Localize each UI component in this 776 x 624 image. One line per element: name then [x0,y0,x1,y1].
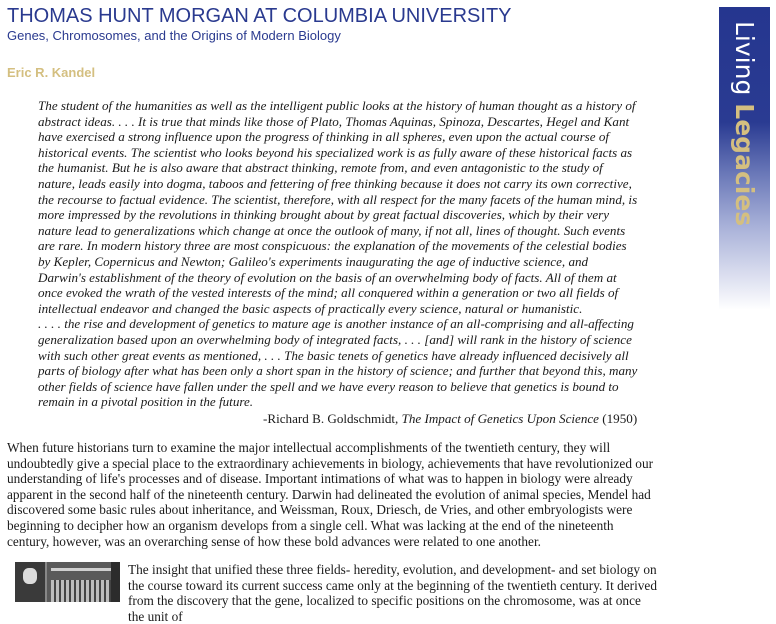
attribution-work: The Impact of Genetics Upon Science [401,411,599,426]
banner-word-living: Living [730,21,759,96]
attribution-author: -Richard B. Goldschmidt, [263,411,402,426]
body-paragraph: The insight that unified these three fields- heredity, evolution, and development- and set biology on the course toward its current success came only at the beginning of the twentieth century. It derived from the discovery that the gene, localized to specific positions on the chromosome, was at once the unit of [128,562,657,624]
epigraph-paragraph: . . . . the rise and development of genetics to mature age is another instance of an all-comprising and all-affecting generalization based upon an overwhelming body of integrated facts, . . . [and] will rank in the history of science with such other great events as mentioned, . . . The basic tenets of genetics have already influenced decisively all parts of biology after what has been only a short span in the history of science; and further that beyond this, many other fields of science have fallen under the spell and we have every reason to believe that genetics is bound to remain in a pivotal position in the future. [38,316,638,410]
attribution-year: (1950) [599,411,638,426]
epigraph-paragraph: The student of the humanities as well as the intelligent public looks at the history of human thought as a history of abstract ideas. . . . It is true that minds like those of Plato, Thomas Aquinas, Spinoza, Descartes, Hegel and Kant have exercised a strong influence upon the progress of thinking in all spheres, even upon the actual course of historical events. The scientist who looks beyond his specialized work is as fully aware of these historical facts as the humanist. But he is also aware that abstract thinking, remote from, and even antagonistic to the study of nature, leads easily into dogma, taboos and fettering of free thinking because it does not carry its own corrective, the recourse to factual evidence. The scientist, therefore, with all respect for the many facets of the human mind, is more impressed by the revolutions in thinking brought about by great factual discoveries, which by their very nature lead to generalizations which change at once the outlook of many, if not all, lines of thought. Such events are rare. In modern history three are most conspicuous: the explanation of the movements of the celestial bodies by Kepler, Copernicus and Newton; Galileo's experiments inaugurating the age of inductive science, and Darwin's establishment of the theory of evolution on the basis of an overwhelming body of facts. All of them at once evoked the wrath of the vested interests of the mind; all conquered within a generation or two all fields of intellectual endeavor and changed the basic aspects of practically every science, natural or humanistic. [38,98,638,316]
photo-edge [111,562,120,602]
photo-bottles [51,580,113,602]
living-legacies-banner[interactable] [719,7,770,310]
epigraph-quote [38,98,638,410]
page-subtitle: Genes, Chromosomes, and the Origins of Modern Biology [7,28,341,43]
banner-word-legacies: Legacies [730,103,759,227]
page-title: THOMAS HUNT MORGAN AT COLUMBIA UNIVERSITY [7,5,512,27]
body-paragraph: When future historians turn to examine the major intellectual accomplishments of the twentieth century, they will undoubtedly give a special place to the extraordinary achievements in biology, achievements that have revolutionized our understanding of life's processes and of disease. Important intimations of what was to happen in biology were already apparent in the second half of the nineteenth century. Darwin had delineated the evolution of animal species, Mendel had discovered some basic rules about inheritance, and Weissman, Roux, Driesch, de Vries, and other embryologists were beginning to decipher how an organism develops from a single cell. What was lacking at the end of the nineteenth century, however, was an overarching sense of how these bold advances were related to one another. [7,440,654,549]
epigraph-attribution [263,411,637,426]
banner-logo-text [728,21,760,226]
lab-photo [15,562,120,602]
photo-highlight [23,568,37,584]
photo-shelf [51,568,111,571]
author-name: Eric R. Kandel [7,65,96,80]
